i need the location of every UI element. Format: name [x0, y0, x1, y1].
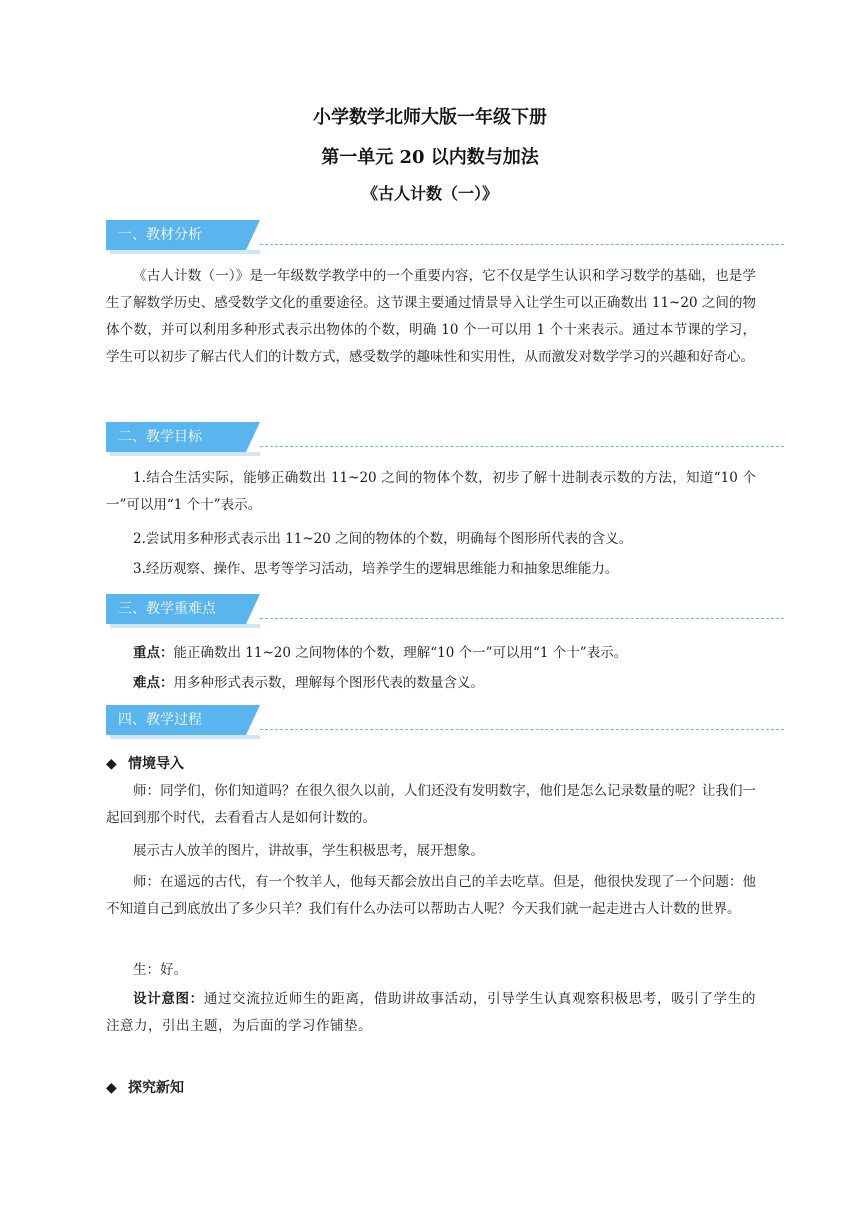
section-tab-shadow — [110, 735, 260, 739]
section-header-analysis — [106, 220, 784, 250]
teacher-line-2: 师：在遥远的古代，有一个牧羊人，他每天都会放出自己的羊去吃草。但是，他很快发现了一个问题：他不知道自己到底放出了多少只羊？我们有什么办法可以帮助古人呢？今天我们就一起走进古人计数的世界。 — [106, 874, 756, 917]
section-tab-shadow — [110, 452, 260, 456]
section-label: 四、教学过程 — [106, 705, 246, 735]
activity-line: 展示古人放羊的图片，讲故事，学生积极思考，展开想象。 — [133, 843, 484, 859]
section-tab-slant — [246, 594, 260, 624]
section-tab-slant — [246, 422, 260, 452]
section-tab-slant — [246, 705, 260, 735]
goal-3: 3.经历观察、操作、思考等学习活动，培养学生的逻辑思维能力和抽象思维能力。 — [133, 561, 619, 577]
doc-title-unit: 第一单元 20 以内数与加法 — [321, 147, 539, 168]
key-point-text: 能正确数出 11~20 之间物体的个数，理解“10 个一”可以用“1 个十”表示。 — [173, 645, 628, 661]
key-point — [106, 640, 756, 667]
student-line: 生：好。 — [133, 962, 187, 978]
section-tab-shadow — [110, 250, 260, 254]
analysis-paragraph: 《古人计数（一）》是一年级数学教学中的一个重要内容，它不仅是学生认识和学习数学的基础，也是学生了解数学历史、感受数学文化的重要途径。这节课主要通过情景导入让学生可以正确数出 11~20 之间的物体个数，并可以利用多种形式表示出物体的个数，明确 10 个一可以用 1 个十来表示。通过本节课的学习，学生可以初步了解古代人们的计数方式，感受数学的趣味性和实用性，从而激发对数学学习的兴趣和好奇心。 — [106, 268, 756, 365]
goal-2: 2.尝试用多种形式表示出 11~20 之间的物体的个数，明确每个图形所代表的含义。 — [133, 531, 633, 547]
diamond-bullet-icon: ◆ — [106, 1080, 117, 1096]
difficult-point — [106, 670, 756, 697]
section-label: 二、教学目标 — [106, 422, 246, 452]
section-tab-slant — [246, 220, 260, 250]
section-divider — [260, 244, 784, 245]
doc-title-grade: 小学数学北师大版一年级下册 — [313, 107, 547, 128]
design-intent-label: 设计意图： — [133, 991, 204, 1007]
section-header-process — [106, 705, 784, 735]
goal-1: 1.结合生活实际，能够正确数出 11~20 之间的物体个数，初步了解十进制表示数的方法，知道“10 个一”可以用“1 个十”表示。 — [106, 470, 756, 513]
teacher-line-1: 师：同学们，你们知道吗？在很久很久以前，人们还没有发明数字，他们是怎么记录数量的呢？让我们一起回到那个时代，去看看古人是如何计数的。 — [106, 783, 756, 826]
subsection-explore — [106, 1077, 184, 1097]
design-intent-text: 通过交流拉近师生的距离，借助讲故事活动，引导学生认真观察积极思考，吸引了学生的注意力，引出主题，为后面的学习作铺垫。 — [106, 991, 757, 1034]
difficult-point-label: 难点： — [133, 675, 174, 691]
section-header-goals — [106, 422, 784, 452]
difficult-point-text: 用多种形式表示数，理解每个图形代表的数量含义。 — [173, 675, 484, 691]
section-header-keypoints — [106, 594, 784, 624]
design-intent — [106, 986, 756, 1040]
section-divider — [260, 446, 784, 447]
diamond-bullet-icon: ◆ — [106, 756, 117, 772]
subsection-intro — [106, 753, 184, 773]
subsection-explore-title: 探究新知 — [128, 1080, 184, 1096]
key-point-label: 重点： — [133, 645, 174, 661]
section-label: 一、教材分析 — [106, 220, 246, 250]
doc-title-lesson: 《古人计数（一）》 — [361, 184, 498, 203]
section-label: 三、教学重难点 — [106, 594, 246, 624]
section-tab-shadow — [110, 624, 260, 628]
subsection-intro-title: 情境导入 — [128, 756, 184, 772]
section-divider — [260, 618, 784, 619]
section-divider — [260, 729, 784, 730]
